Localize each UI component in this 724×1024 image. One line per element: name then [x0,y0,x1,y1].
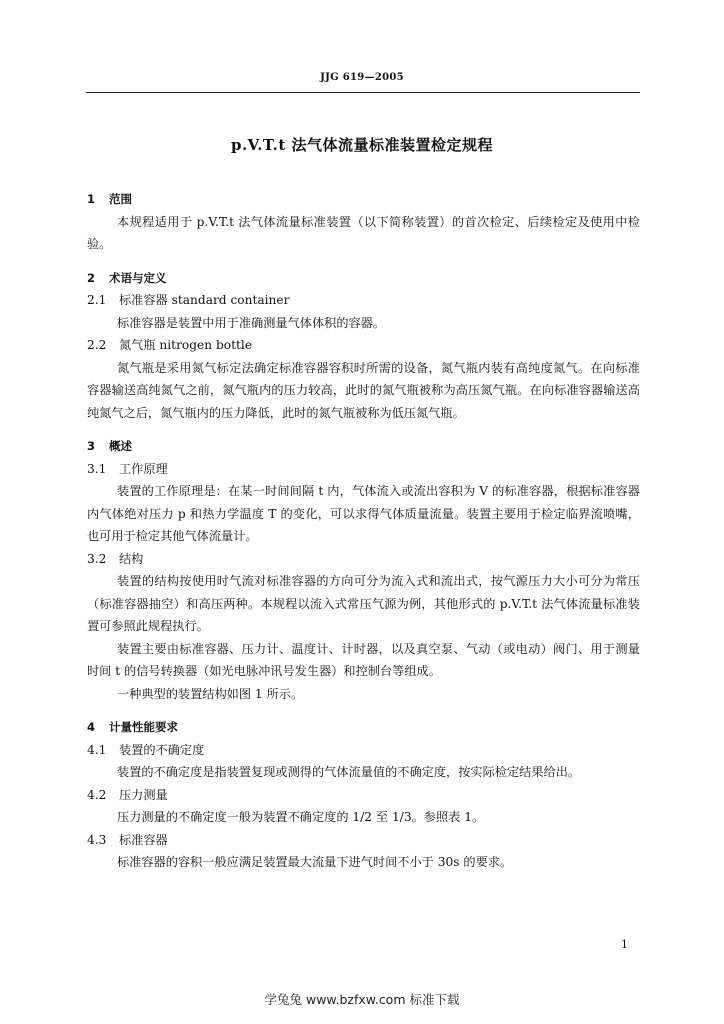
subsection-heading [87,784,640,807]
subsection-title: 装置的不确定度 [119,742,205,757]
subsection-number: 3.1 [87,461,107,476]
paragraph: 本规程适用于 p.V.T.t 法气体流量标准装置（以下简称装置）的首次检定、后续检定及使用中检验。 [87,214,640,251]
subsection-heading [87,739,640,762]
paragraph: 装置的不确定度是指装置复现或测得的气体流量值的不确定度，按实际检定结果给出。 [117,765,581,779]
section-title: 术语与定义 [109,270,167,285]
page-number: 1 [621,938,628,951]
subsection-title: 标准容器 standard container [119,293,290,307]
subsection-heading [87,289,640,312]
subsection-number: 4.2 [87,787,107,802]
section-heading [87,267,640,290]
section-title: 概述 [109,439,132,453]
subsection-title: 压力测量 [119,787,168,802]
subsection-heading [87,548,640,571]
subsection-title: 结构 [119,551,144,566]
paragraph: 标准容器的容积一般应满足装置最大流量下进气时间不小于 30s 的要求。 [117,855,513,869]
section-number: 4 [87,720,96,734]
site-watermark: 学兔兔 www.bzfxw.com 标准下载 [264,992,460,1007]
section-heading [87,188,640,211]
section-number: 2 [87,270,96,285]
section-number: 1 [87,192,96,206]
paragraph: 装置的结构按使用时气流对标准容器的方向可分为流入式和流出式，按气源压力大小可分为常压（标准容器抽空）和高压两种。本规程以流入式常压气源为例，其他形式的 p.V.T.t 法气体流量标准装置可参照此规程执行。 [87,574,640,633]
section-number: 3 [87,439,96,453]
standard-code: JJG 619—2005 [320,72,404,83]
subsection-title: 标准容器 [119,832,168,847]
paragraph: 装置的工作原理是：在某一时间间隔 t 内，气体流入或流出容积为 V 的标准容器，根据标准容器内气体绝对压力 p 和热力学温度 T 的变化，可以求得气体质量流量。装置主要用于检定临界流喷嘴，也可用于检定其他气体流量计。 [87,484,640,543]
subsection-heading [87,829,640,852]
subsection-number: 4.1 [87,742,107,757]
subsection-title: 氮气瓶 nitrogen bottle [119,338,253,352]
subsection-number: 4.3 [87,832,107,847]
paragraph: 压力测量的不确定度一般为装置不确定度的 1/2 至 1/3。参照表 1。 [117,810,485,824]
paragraph: 氮气瓶是采用氮气标定法确定标准容器容积时所需的设备，氮气瓶内装有高纯度氮气。在向标准容器输送高纯氮气之前，氮气瓶内的压力较高，此时的氮气瓶被称为高压氮气瓶。在向标准容器输送高纯氮气之后，氮气瓶内的压力降低，此时的氮气瓶被称为低压氮气瓶。 [87,360,640,420]
subsection-number: 3.2 [87,551,107,566]
header-rule [86,92,640,93]
subsection-title: 工作原理 [119,461,168,476]
subsection-number: 2.1 [87,293,107,307]
section-title: 范围 [109,192,132,206]
subsection-heading [87,334,640,357]
section-heading [87,435,640,458]
subsection-heading [87,458,640,481]
paragraph: 一种典型的装置结构如图 1 所示。 [117,686,304,701]
section-heading [87,716,640,739]
document-body [87,188,640,874]
subsection-number: 2.2 [87,338,107,352]
section-title: 计量性能要求 [109,720,178,734]
paragraph: 装置主要由标准容器、压力计、温度计、计时器，以及真空泵、气动（或电动）阀门、用于测量时间 t 的信号转换器（如光电脉冲讯号发生器）和控制台等组成。 [87,641,640,678]
page-title: p.V.T.t 法气体流量标准装置检定规程 [230,136,494,154]
paragraph: 标准容器是装置中用于准确测量气体体积的容器。 [117,315,386,330]
